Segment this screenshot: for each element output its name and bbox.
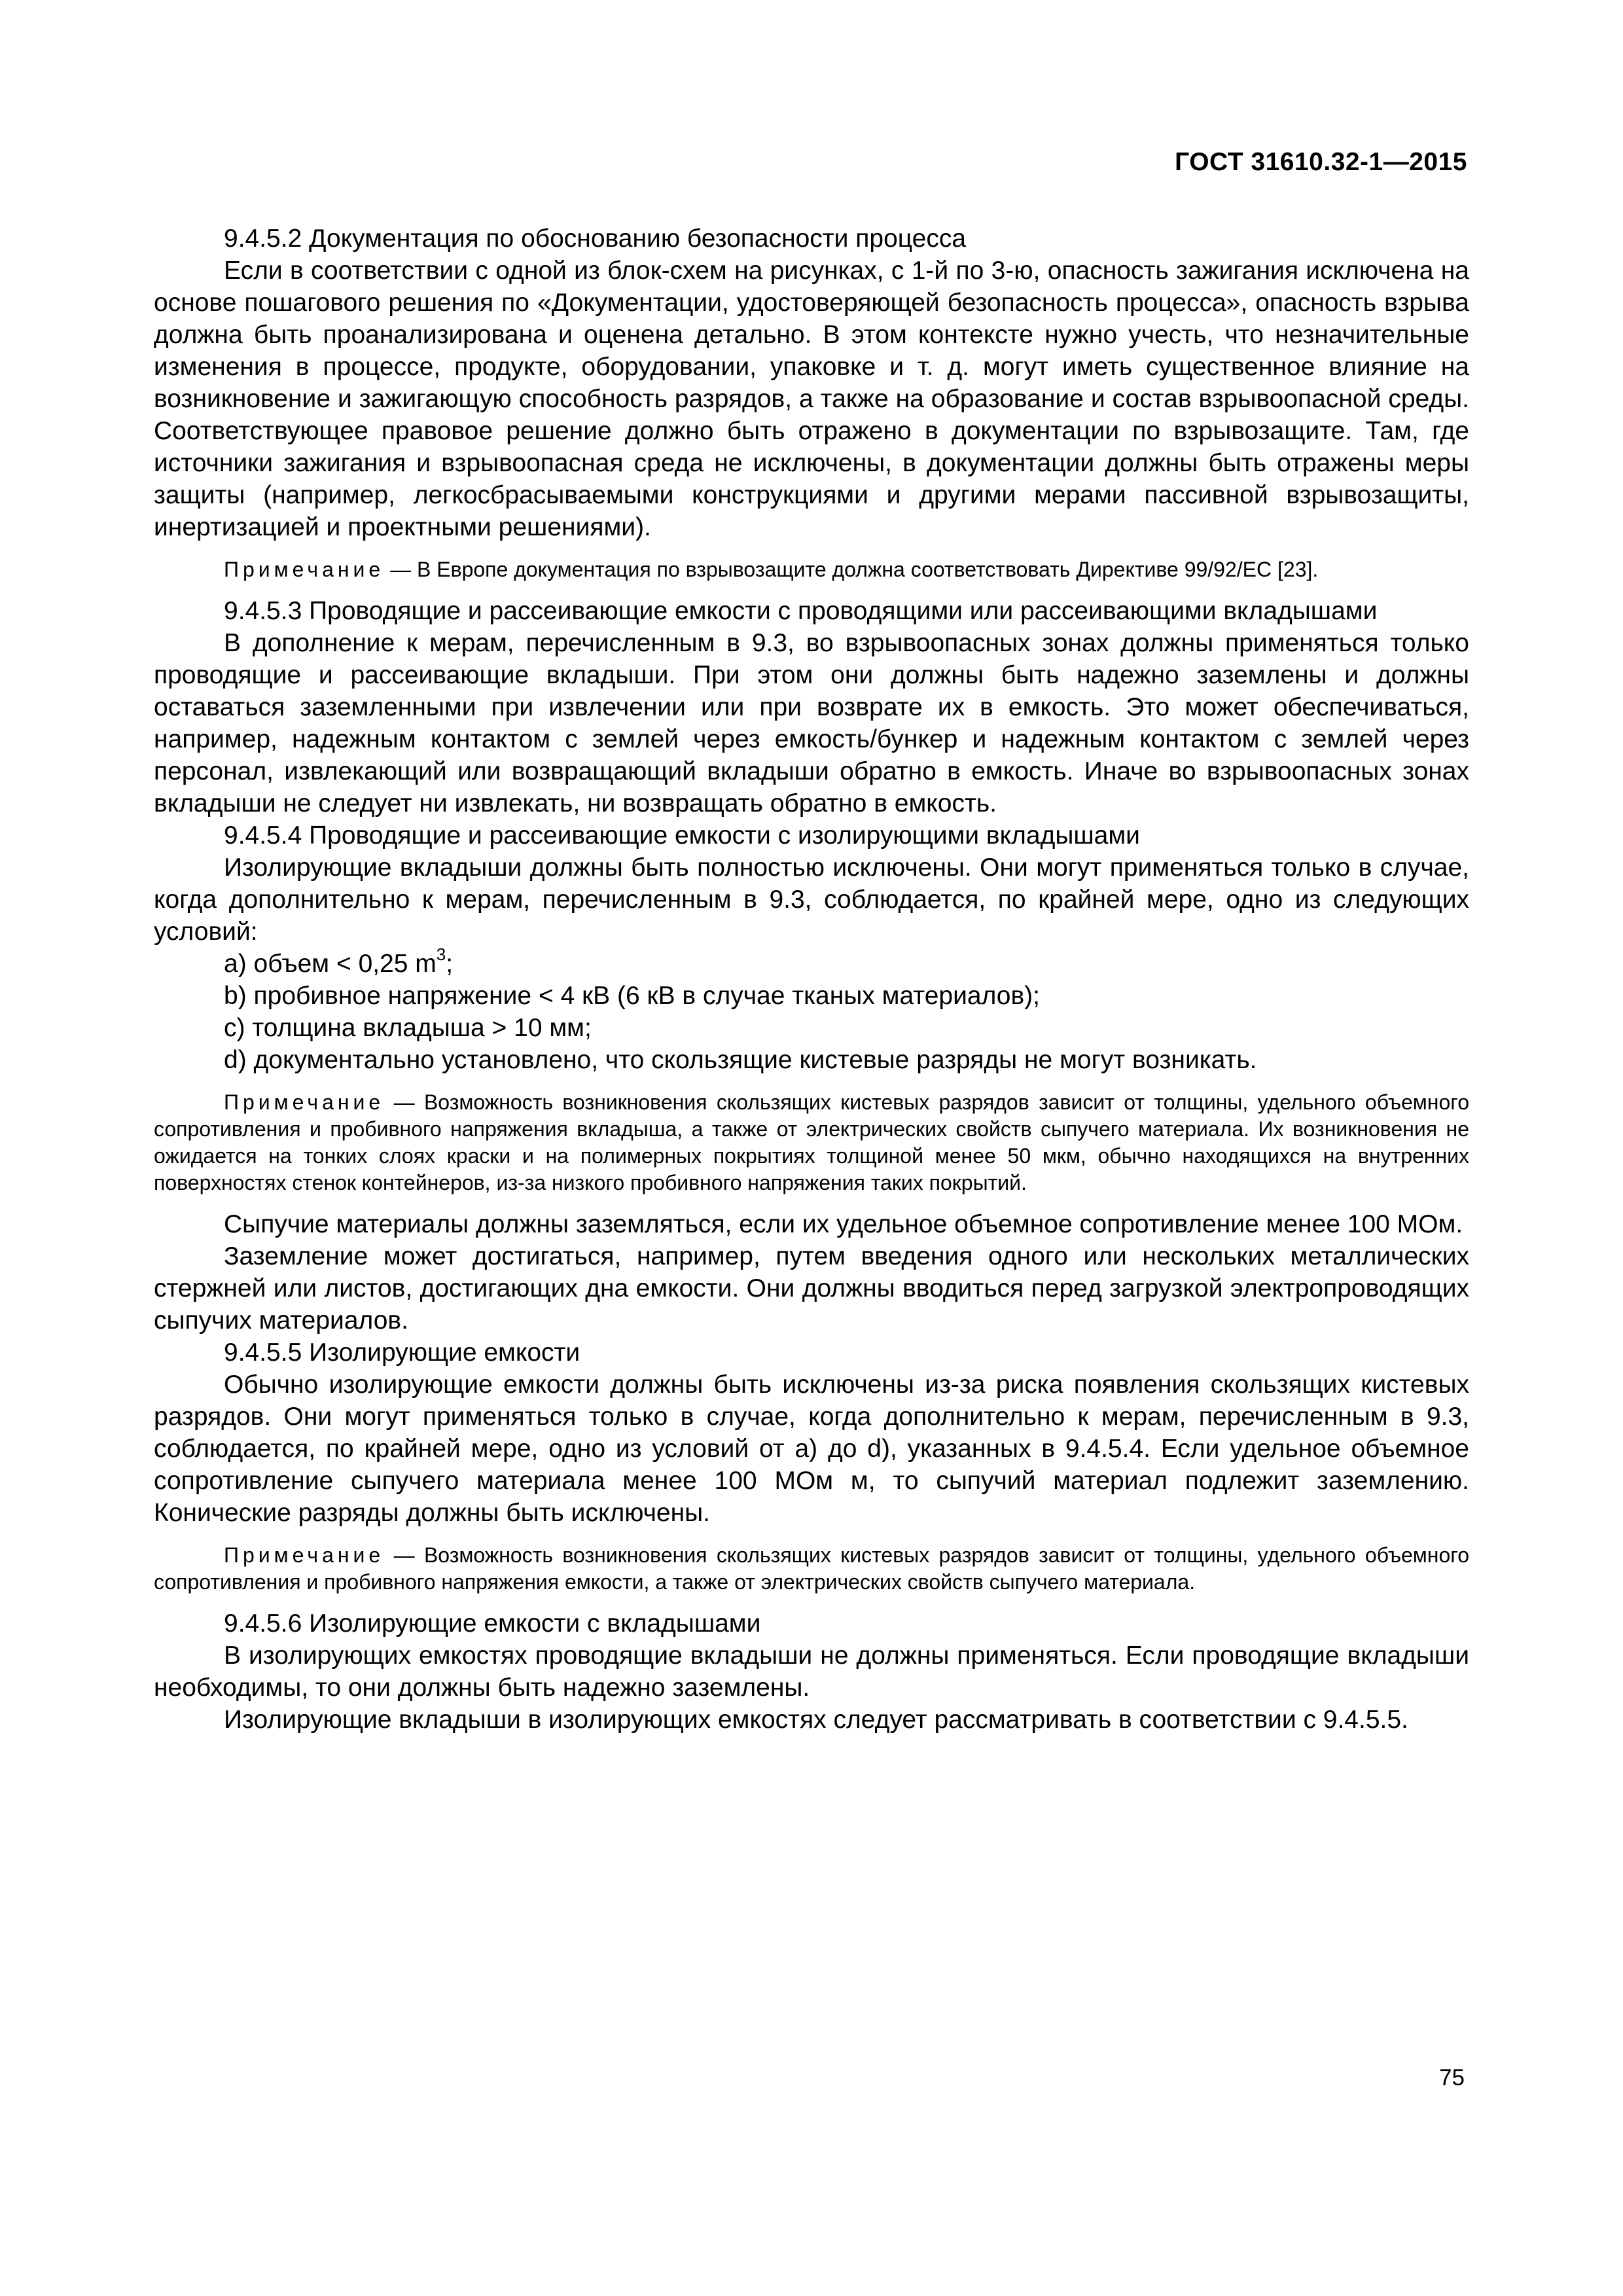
list-item-b: b) пробивное напряжение < 4 кВ (6 кВ в случае тканых материалов); [224,982,1040,1010]
note-label: Примечание [224,1090,385,1114]
section-heading-9-4-5-5: 9.4.5.5 Изолирующие емкости [224,1338,580,1367]
note [154,1089,1469,1196]
note [154,556,1469,583]
note-label: Примечание [224,558,385,581]
page-number: 75 [1439,2065,1465,2090]
paragraph: Изолирующие вкладыши в изолирующих емкостях следует рассматривать в соответствии с 9.4.5.5. [224,1706,1408,1734]
note-text: — В Европе документация по взрывозащите должна соответствовать Директиве 99/92/ЕС [23]. [384,558,1319,581]
list-item-a-tail: ; [446,950,454,978]
note [154,1542,1469,1596]
section-heading-9-4-5-4: 9.4.5.4 Проводящие и рассеивающие емкости с изолирующими вкладышами [224,821,1140,850]
section-heading-9-4-5-6: 9.4.5.6 Изолирующие емкости с вкладышами [224,1609,761,1638]
paragraph: Заземление может достигаться, например, путем введения одного или нескольких металлических стержней или листов, достигающих дна емкости. Они должны вводиться перед загрузкой электропроводящих сыпучих материалов. [154,1242,1469,1335]
paragraph: В изолирующих емкостях проводящие вкладыши не должны применяться. Если проводящие вкладыши необходимы, то они должны быть надежно заземлены. [154,1641,1469,1702]
list-item-d: d) документально установлено, что скользящие кистевые разряды не могут возникать. [224,1046,1257,1074]
list-item-a [154,944,1469,980]
paragraph: Обычно изолирующие емкости должны быть исключены из-за риска появления скользящих кистевых разрядов. Они могут применяться только в случае, когда дополнительно к мерам, перечисленным в 9.3, соблюдается, по крайней мере, одно из условий от a) до d), указанных в 9.4.5.4. Если удельное объемное сопротивление сыпучего материала менее 100 МОм м, то сыпучий материал подлежит заземлению. Конические разряды должны быть исключены. [154,1371,1469,1527]
note-label: Примечание [224,1543,385,1567]
list-item-a-text: a) объем < 0,25 m [224,950,437,978]
note-text: — Возможность возникновения скользящих кистевых разрядов зависит от толщины, удельного объемного сопротивления и пробивного напряжения вкладыша, а также от электрических свойств сыпучего материала. Их возникновения не ожидается на тонких слоях краски и на полимерных покрытиях толщиной менее 50 мкм, обычно находящихся на внутренних поверхностях стенок контейнеров, из-за низкого пробивного напряжения таких покрытий. [154,1090,1469,1194]
standard-number-header: ГОСТ 31610.32-1—2015 [1175,148,1467,176]
paragraph: Сыпучие материалы должны заземляться, если их удельное объемное сопротивление менее 100 МОм. [224,1210,1463,1238]
paragraph: В дополнение к мерам, перечисленным в 9.3, во взрывоопасных зонах должны применяться только проводящие и рассеивающие вкладыши. При этом они должны быть надежно заземлены и должны оставаться заземленными при извлечении или при возврате их в емкость. Это может обеспечиваться, например, надежным контактом с землей через емкость/бункер и надежным контактом с землей через персонал, извлекающий или возвращающий вкладыши обратно в емкость. Иначе во взрывоопасных зонах вкладыши не следует ни извлекать, ни возвращать обратно в емкость. [154,629,1469,817]
paragraph: Изолирующие вкладыши должны быть полностью исключены. Они могут применяться только в случае, когда дополнительно к мерам, перечисленным в 9.3, соблюдается, по крайней мере, одно из следующих условий: [154,853,1469,946]
paragraph: Если в соответствии с одной из блок-схем на рисунках, с 1-й по 3-ю, опасность зажигания исключена на основе пошагового решения по «Документации, удостоверяющей безопасность процесса», опасность взрыва должна быть проанализирована и оценена детально. В этом контексте нужно учесть, что незначительные изменения в процессе, продукте, оборудовании, упаковке и т. д. могут иметь существенное влияние на возникновение и зажигающую способность разрядов, а также на образование и состав взрывоопасной среды. Соответствующее правовое решение должно быть отражено в документации по взрывозащите. Там, где источники зажигания и взрывоопасная среда не исключены, в документации должны быть отражены меры защиты (например, легкосбрасываемыми конструкциями и другими мерами пассивной взрывозащиты, инертизацией и проектными решениями). [154,257,1469,541]
section-heading-9-4-5-2: 9.4.5.2 Документация по обоснованию безопасности процесса [224,224,967,253]
superscript: 3 [436,944,446,964]
section-heading-9-4-5-3: 9.4.5.3 Проводящие и рассеивающие емкости с проводящими или рассеивающими вкладышами [224,597,1378,625]
note-text: — Возможность возникновения скользящих кистевых разрядов зависит от толщины, удельного объемного сопротивления и пробивного напряжения емкости, а также от электрических свойств сыпучего материала. [154,1543,1469,1594]
list-item-c: c) толщина вкладыша > 10 мм; [224,1014,592,1042]
page-body [154,223,1469,1736]
